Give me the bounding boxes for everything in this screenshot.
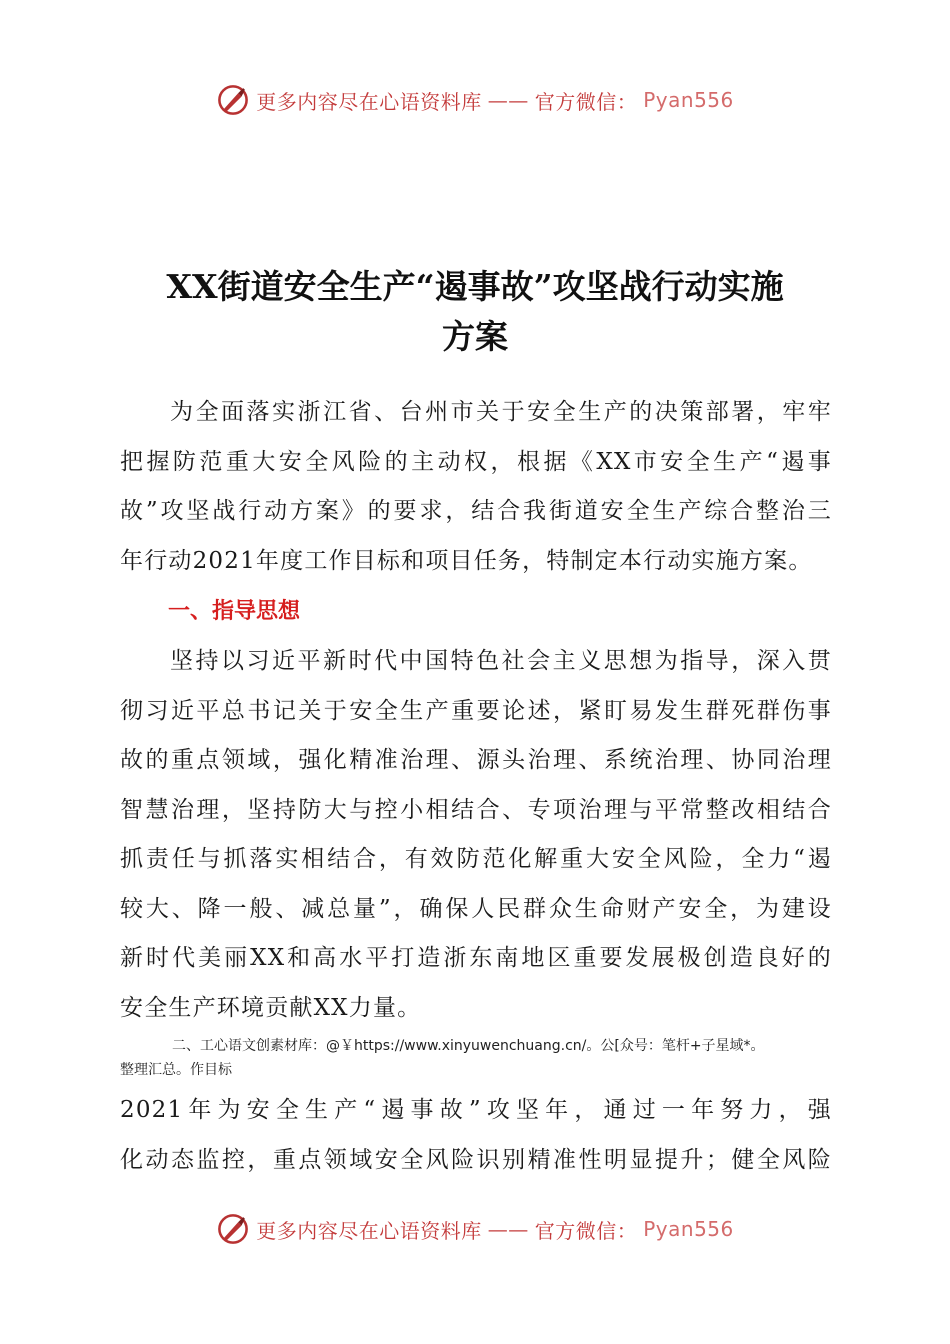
section2-paragraph bbox=[120, 1086, 832, 1185]
watermark-official: 官方微信： bbox=[534, 89, 638, 114]
intro-line: 为全面落实浙江省、台州市关于安全生产的决策部署，牢牢 bbox=[170, 399, 832, 425]
watermark-handle: Pyan556 bbox=[643, 88, 734, 112]
section1-line: 新时代美丽XX和高水平打造浙东南地区重要发展极创造良好的 bbox=[120, 945, 832, 971]
note-line-2: 整理汇总。作目标 bbox=[120, 1062, 232, 1078]
footer-watermark bbox=[0, 1209, 950, 1249]
watermark-handle: Pyan556 bbox=[643, 1217, 734, 1241]
pen-nib-logo-icon bbox=[216, 83, 250, 117]
watermark-official: 官方微信： bbox=[534, 1218, 638, 1243]
section1-paragraph bbox=[120, 637, 832, 1033]
watermark-brand: 更多内容尽在心语资料库 bbox=[256, 1218, 482, 1243]
section1-line: 彻习近平总书记关于安全生产重要论述，紧盯易发生群死群伤事 bbox=[120, 697, 832, 724]
title-line-1: XX街道安全生产“遏事故”攻坚战行动实施 bbox=[166, 267, 784, 306]
intro-line: 故”攻坚战行动方案》的要求，结合我街道安全生产综合整治三 bbox=[120, 498, 832, 524]
watermark-separator: —— bbox=[487, 1217, 529, 1241]
inserted-note bbox=[120, 1034, 840, 1082]
document-title bbox=[120, 262, 830, 362]
section1-line: 抓责任与抓落实相结合，有效防范化解重大安全风险，全力“遏 bbox=[120, 846, 832, 872]
section1-line: 安全生产环境贡献XX力量。 bbox=[120, 994, 422, 1021]
intro-line: 年行动2021年度工作目标和项目任务，特制定本行动实施方案。 bbox=[120, 547, 813, 574]
section1-line: 坚持以习近平新时代中国特色社会主义思想为指导，深入贯 bbox=[170, 648, 832, 674]
section-heading: 一、指导思想 bbox=[168, 599, 301, 624]
header-watermark bbox=[0, 80, 950, 120]
section1-line: 较大、降一般、减总量”，确保人民群众生命财产安全，为建设 bbox=[120, 895, 832, 922]
section1-line: 智慧治理，坚持防大与控小相结合、专项治理与平常整改相结合 bbox=[120, 796, 832, 823]
watermark-brand: 更多内容尽在心语资料库 bbox=[256, 89, 482, 114]
intro-paragraph bbox=[120, 388, 832, 586]
section2-line: 2021年为安全生产“遏事故”攻坚年，通过一年努力，强 bbox=[120, 1097, 832, 1123]
intro-line: 把握防范重大安全风险的主动权，根据《XX市安全生产“遏事 bbox=[120, 448, 832, 475]
note-line-1: 二、工心语文创素材库：@￥https://www.xinyuwenchuang.cn/。公[众号：笔杆+子星域*。 bbox=[172, 1038, 765, 1054]
section2-line: 化动态监控，重点领域安全风险识别精准性明显提升；健全风险 bbox=[120, 1146, 832, 1173]
watermark-separator: —— bbox=[487, 88, 529, 112]
title-line-2: 方案 bbox=[442, 317, 508, 356]
section1-line: 故的重点领域，强化精准治理、源头治理、系统治理、协同治理 bbox=[120, 747, 832, 773]
pen-nib-logo-icon bbox=[216, 1212, 250, 1246]
